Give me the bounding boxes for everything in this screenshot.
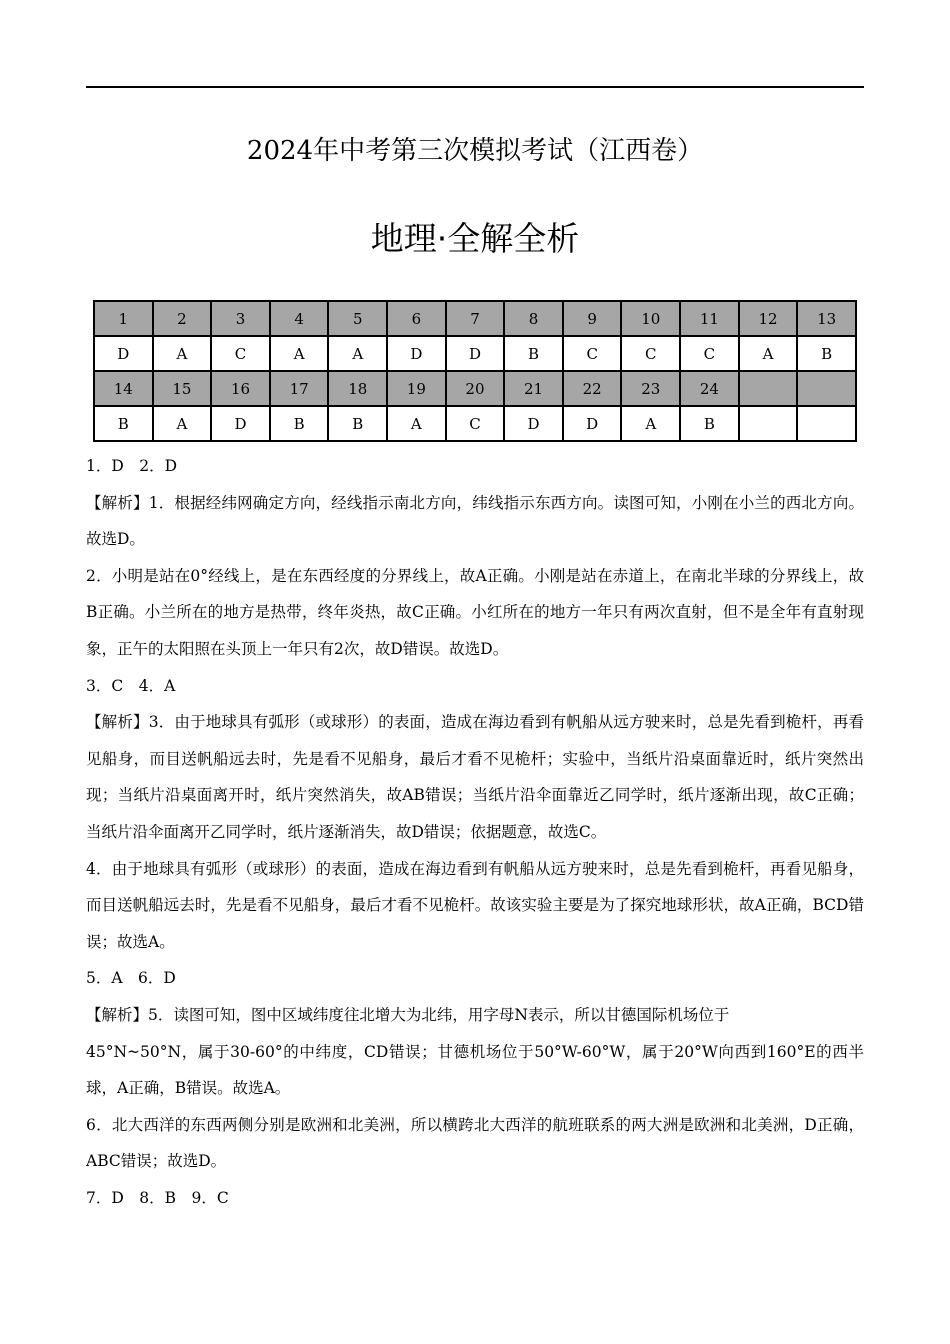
answer-cell: B bbox=[328, 406, 387, 441]
answer-cell: A bbox=[270, 336, 329, 371]
answer-cell: B bbox=[797, 336, 856, 371]
question-number-cell: 24 bbox=[680, 371, 739, 406]
answer-cell: A bbox=[328, 336, 387, 371]
header-rule bbox=[86, 86, 864, 88]
question-number-cell bbox=[797, 371, 856, 406]
answer-cell: C bbox=[621, 336, 680, 371]
question-number-cell: 4 bbox=[270, 301, 329, 336]
question-number-cell: 21 bbox=[504, 371, 563, 406]
answer-cell: D bbox=[211, 406, 270, 441]
question-number-cell: 8 bbox=[504, 301, 563, 336]
question-number-row bbox=[94, 301, 856, 336]
question-number-cell: 19 bbox=[387, 371, 446, 406]
answer-cell: D bbox=[446, 336, 505, 371]
question-number-cell: 16 bbox=[211, 371, 270, 406]
question-number-cell: 17 bbox=[270, 371, 329, 406]
answer-cell: C bbox=[680, 336, 739, 371]
answer-cell: C bbox=[563, 336, 622, 371]
explanation-paragraph: 6．北大西洋的东西两侧分别是欧洲和北美洲，所以横跨北大西洋的航班联系的两大洲是欧洲和北美洲，D正确，ABC错误；故选D。 bbox=[86, 1115, 864, 1171]
question-number-cell: 23 bbox=[621, 371, 680, 406]
question-number-row bbox=[94, 371, 856, 406]
answer-line: 7．D 8．B 9．C bbox=[86, 1188, 229, 1207]
question-number-cell: 22 bbox=[563, 371, 622, 406]
question-number-cell: 12 bbox=[739, 301, 798, 336]
question-number-cell: 9 bbox=[563, 301, 622, 336]
answer-cell: A bbox=[153, 406, 212, 441]
answer-cell: A bbox=[387, 406, 446, 441]
answer-cell: D bbox=[563, 406, 622, 441]
answer-cell: C bbox=[211, 336, 270, 371]
answer-cell: D bbox=[94, 336, 153, 371]
answer-key-table bbox=[93, 300, 857, 442]
explanation-paragraph: 【解析】3．由于地球具有弧形（或球形）的表面，造成在海边看到有帆船从远方驶来时，总是先看到桅杆，再看见船身，而目送帆船远去时，先是看不见船身，最后才看不见桅杆；实验中，当纸片沿桌面靠近时，纸片突然出现；当纸片沿桌面离开时，纸片突然消失，故AB错误；当纸片沿伞面靠近乙同学时，纸片逐渐出现，故C正确；当纸片沿伞面离开乙同学时，纸片逐渐消失，故D错误；依据题意，故选C。 bbox=[86, 713, 864, 841]
question-number-cell: 1 bbox=[94, 301, 153, 336]
question-number-cell: 10 bbox=[621, 301, 680, 336]
question-number-cell: 20 bbox=[446, 371, 505, 406]
answer-cell: D bbox=[504, 406, 563, 441]
explanation-paragraph: 2．小明是站在0°经线上，是在东西经度的分界线上，故A正确。小刚是站在赤道上，在南北半球的分界线上，故B正确。小兰所在的地方是热带，终年炎热，故C正确。小红所在的地方一年只有两次直射，但不是全年有直射现象，正午的太阳照在头顶上一年只有2次，故D错误。故选D。 bbox=[86, 566, 864, 658]
question-number-cell: 3 bbox=[211, 301, 270, 336]
answer-cell: C bbox=[446, 406, 505, 441]
question-number-cell: 18 bbox=[328, 371, 387, 406]
explanation-body bbox=[86, 448, 864, 1216]
question-number-cell: 15 bbox=[153, 371, 212, 406]
answer-cell: A bbox=[739, 336, 798, 371]
document-title: 地理·全解全析 bbox=[370, 219, 580, 258]
exam-title: 2024年中考第三次模拟考试（江西卷） bbox=[246, 136, 704, 166]
answer-line: 3．C 4．A bbox=[86, 676, 176, 695]
explanation-paragraph: 45°N~50°N，属于30-60°的中纬度，CD错误；甘德机场位于50°W-60°W，属于20°W向西到160°E的西半球，A正确，B错误。故选A。 bbox=[86, 1042, 864, 1098]
answer-row bbox=[94, 406, 856, 441]
question-number-cell: 14 bbox=[94, 371, 153, 406]
question-number-cell: 2 bbox=[153, 301, 212, 336]
question-number-cell: 7 bbox=[446, 301, 505, 336]
question-number-cell: 13 bbox=[797, 301, 856, 336]
answer-cell: D bbox=[387, 336, 446, 371]
answer-cell: B bbox=[94, 406, 153, 441]
question-number-cell: 11 bbox=[680, 301, 739, 336]
explanation-paragraph: 【解析】1．根据经纬网确定方向，经线指示南北方向，纬线指示东西方向。读图可知，小刚在小兰的西北方向。故选D。 bbox=[86, 493, 864, 549]
explanation-paragraph: 【解析】5．读图可知，图中区域纬度往北增大为北纬，用字母N表示，所以甘德国际机场位于 bbox=[86, 1005, 730, 1024]
question-number-cell: 6 bbox=[387, 301, 446, 336]
explanation-paragraph: 4．由于地球具有弧形（或球形）的表面，造成在海边看到有帆船从远方驶来时，总是先看到桅杆，再看见船身，而目送帆船远去时，先是看不见船身，最后才看不见桅杆。故该实验主要是为了探究地球形状，故A正确，BCD错误；故选A。 bbox=[86, 859, 864, 951]
answer-cell: B bbox=[504, 336, 563, 371]
answer-cell: A bbox=[153, 336, 212, 371]
question-number-cell: 5 bbox=[328, 301, 387, 336]
answer-cell: A bbox=[621, 406, 680, 441]
answer-line: 1．D 2．D bbox=[86, 457, 178, 475]
answer-cell: B bbox=[680, 406, 739, 441]
answer-row bbox=[94, 336, 856, 371]
answer-cell bbox=[739, 406, 798, 441]
answer-cell bbox=[797, 406, 856, 441]
answer-cell: B bbox=[270, 406, 329, 441]
question-number-cell bbox=[739, 371, 798, 406]
answer-line: 5．A 6．D bbox=[86, 969, 176, 988]
